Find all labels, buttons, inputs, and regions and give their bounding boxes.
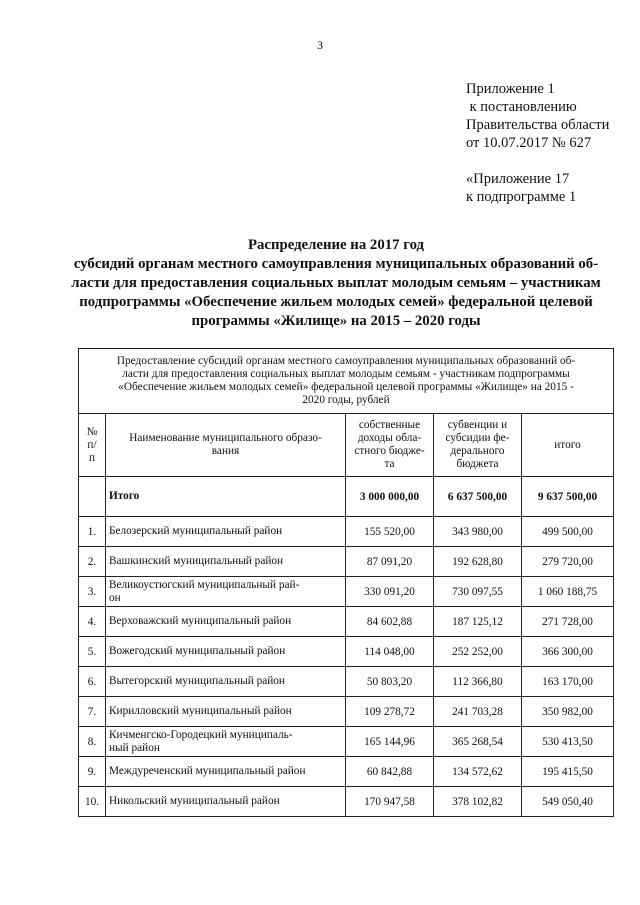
cell-num: 2. [79,547,106,577]
cell-name-line: он [109,591,121,604]
cell-fed: 187 125,12 [434,607,522,637]
cell-num: 6. [79,667,106,697]
appendix-block [466,80,609,206]
table-row [79,607,614,637]
cell-name [106,637,346,667]
cell-num [79,477,106,517]
cell-name-line: Вашкинский муниципальный район [109,555,284,567]
table-row [79,787,614,817]
cell-fed: 378 102,82 [434,787,522,817]
cell-total: 499 500,00 [522,517,614,547]
title-line: Распределение на 2017 год [247,237,425,253]
cell-name [106,517,346,547]
header-name: Наименование муниципального образо- вания [106,414,346,477]
table-row [79,757,614,787]
cell-name [106,697,346,727]
cell-total: 195 415,50 [522,757,614,787]
cell-total: 163 170,00 [522,667,614,697]
cell-fed: 6 637 500,00 [434,477,522,517]
table-row [79,517,614,547]
page-number: 3 [317,38,323,52]
cell-name-line: Вожегодский муниципальный район [109,645,286,657]
cell-total: 530 413,50 [522,727,614,757]
appendix-line: к постановлению [466,99,577,115]
document-title [64,236,608,331]
header-own-revenue: собственные доходы обла- стного бюдже- та [346,414,434,477]
cell-own: 87 091,20 [346,547,434,577]
cell-num: 3. [79,577,106,607]
cell-own: 3 000 000,00 [346,477,434,517]
appendix-line: к подпрограмме 1 [466,189,577,205]
title-line: ласти для предоставления социальных выплат молодым семьям – участникам [71,275,601,291]
table-row [79,727,614,757]
cell-fed: 730 097,55 [434,577,522,607]
cell-num: 5. [79,637,106,667]
cell-num: 1. [79,517,106,547]
cell-own: 165 144,96 [346,727,434,757]
cell-num: 8. [79,727,106,757]
distribution-table [78,348,614,817]
table-caption: Предоставление субсидий органам местного самоуправления муниципальных образований об- ласти для предоставления социальных выплат молодым семьям - участникам подпрограммы «Обеспечение жильем молодых семей» федеральной целевой программы «Жилище» на 2015 - 2020 годы, рублей [79,349,614,414]
title-line: субсидий органам местного самоуправления муниципальных образований об- [73,256,599,272]
cell-fed: 112 366,80 [434,667,522,697]
title-line: подпрограммы «Обеспечение жильем молодых семей» федеральной целевой [79,294,593,310]
appendix-line: Приложение 1 [466,81,555,97]
cell-own: 330 091,20 [346,577,434,607]
cell-own: 114 048,00 [346,637,434,667]
cell-num: 4. [79,607,106,637]
header-total: итого [522,414,614,477]
cell-name-line: Междуреченский муниципальный район [109,765,306,777]
cell-own: 170 947,58 [346,787,434,817]
cell-total: 279 720,00 [522,547,614,577]
cell-total: 549 050,40 [522,787,614,817]
header-num: № п/ п [79,414,106,477]
table-total-row [79,477,614,517]
table-row [79,547,614,577]
cell-total: 350 982,00 [522,697,614,727]
cell-total: 271 728,00 [522,607,614,637]
table-caption-row [79,349,614,414]
cell-name [106,787,346,817]
cell-name [106,607,346,637]
cell-own: 155 520,00 [346,517,434,547]
cell-num: 10. [79,787,106,817]
cell-total: 1 060 188,75 [522,577,614,607]
cell-num: 7. [79,697,106,727]
cell-name [106,667,346,697]
appendix-line: от 10.07.2017 № 627 [466,135,592,151]
table-row [79,667,614,697]
cell-name-line: Вытегорский муниципальный район [109,675,285,687]
header-federal: субвенции и субсидии фе- дерального бюджета [434,414,522,477]
table-header-row [79,414,614,477]
cell-name [106,727,346,757]
cell-num: 9. [79,757,106,787]
appendix-gap [466,152,609,170]
cell-fed: 365 268,54 [434,727,522,757]
appendix-line: «Приложение 17 [466,171,570,187]
cell-fed: 343 980,00 [434,517,522,547]
cell-fed: 252 252,00 [434,637,522,667]
appendix-line: Правительства области [466,117,610,133]
cell-total: 9 637 500,00 [522,477,614,517]
cell-fed: 241 703,28 [434,697,522,727]
cell-name-line: Кичменгско-Городецкий муниципаль- [109,728,293,741]
cell-name-line: Белозерский муниципальный район [109,525,283,537]
title-line: программы «Жилище» на 2015 – 2020 годы [191,313,481,329]
cell-fed: 192 628,80 [434,547,522,577]
cell-total: 366 300,00 [522,637,614,667]
cell-name [106,757,346,787]
cell-own: 50 803,20 [346,667,434,697]
cell-own: 109 278,72 [346,697,434,727]
cell-own: 60 842,88 [346,757,434,787]
cell-name-line: Великоустюгский муниципальный рай- [109,578,300,591]
table-row [79,637,614,667]
cell-name-line: Никольский муниципальный район [109,795,280,807]
table-row [79,697,614,727]
cell-name: Итого [106,477,346,517]
cell-fed: 134 572,62 [434,757,522,787]
cell-name-line: ный район [109,741,160,754]
cell-name-line: Кирилловский муниципальный район [109,705,292,717]
cell-name [106,547,346,577]
cell-name-line: Верховажский муниципальный район [109,615,292,627]
cell-own: 84 602,88 [346,607,434,637]
table-row [79,577,614,607]
cell-name [106,577,346,607]
